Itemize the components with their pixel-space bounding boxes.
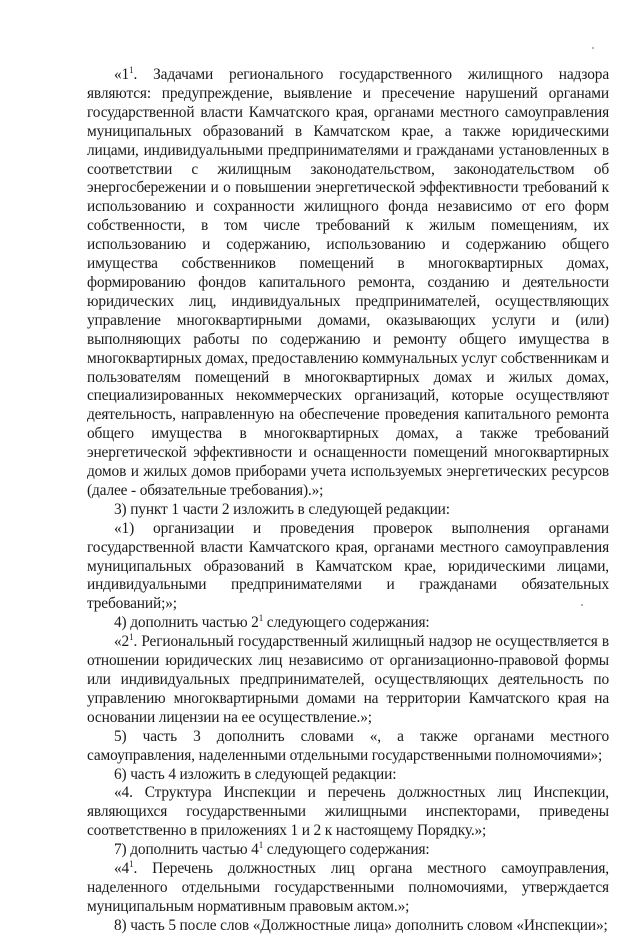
paragraph-amendment-7: 7) дополнить частью $4^1$ следующего содержания: — [114, 840, 430, 859]
paragraph-task-clause: «$1^1$. Задачами регионального государственного жилищного надзора являются: предупреждение, выявление и пресечение нарушений органами государственной власти Камчатского края, органами местного самоуправления муниципальных образований в Камчатском крае, а также юридическими лицами, индивидуальными предпринимателями и гражданами установленных в соответствии с жилищным законодательством, законодательством об энергосбережении и о повышении энергетической эффективности требований к использованию и сохранности жилищного фонда независимо от его форм собственности, в том числе требований к жилым помещениям, их использованию и содержанию, использованию и содержанию общего имущества собственников помещений в многоквартирных домах, формированию фондов капитального ремонта, созданию и деятельности юридических лиц, индивидуальных предпринимателей, осуществляющих управление многоквартирными домами, оказывающих услуги и (или) выполняющих работы по содержанию и ремонту общего имущества в многоквартирных домах, предоставлению коммунальных услуг собственникам и пользователям помещений в многоквартирных домах и жилых домах, специализированных некоммерческих организаций, которые осуществляют деятельность, направленную на обеспечение проведения капитального ремонта общего имущества в многоквартирных домах, а также требований энергетической эффективности и оснащенности помещений многоквартирных домов и жилых домов приборами учета используемых энергетических ресурсов (далее - обязательные требования).»; — [87, 65, 609, 499]
paragraph-amendment-5: 5) часть 3 дополнить словами «, а также органами местного самоуправления, наделенными отдельными государственными полномочиями»; — [87, 727, 609, 764]
paragraph-clause-2-1: «$2^1$. Региональный государственный жилищный надзор не осуществляется в отношении юридических лиц независимо от организационно-правовой формы или индивидуальных предпринимателей, осуществляющих деятельность по управлению многоквартирными домами на территории Камчатского края на основании лицензии на ее осуществление.»; — [87, 632, 609, 726]
paragraph-amendment-4: 4) дополнить частью $2^1$ следующего содержания: — [114, 613, 430, 632]
paragraph-clause-4: «4. Структура Инспекции и перечень должностных лиц Инспекции, являющихся государственными жилищными инспекторами, приведены соответственно в приложениях 1 и 2 к настоящему Порядку.»; — [87, 784, 609, 840]
paragraph-clause-1: «1) организации и проведения проверок выполнения органами государственной власти Камчатского края, органами местного самоуправления муниципальных образований в Камчатском крае, юридическими лицами, индивидуальными предпринимателями и гражданами обязательных требований;»; — [87, 519, 609, 613]
paragraph-amendment-8: 8) часть 5 после слов «Должностные лица» дополнить словом «Инспекции»; — [114, 916, 608, 934]
scan-speck — [592, 47, 594, 49]
paragraph-clause-4-1: «$4^1$. Перечень должностных лиц органа местного самоуправления, наделенного отдельными государственными полномочиями, утверждается муниципальным нормативным правовым актом.»; — [87, 859, 609, 915]
paragraph-amendment-3: 3) пункт 1 части 2 изложить в следующей редакции: — [114, 500, 450, 518]
document-body — [87, 66, 609, 936]
paragraph-amendment-6: 6) часть 4 изложить в следующей редакции: — [114, 765, 397, 783]
